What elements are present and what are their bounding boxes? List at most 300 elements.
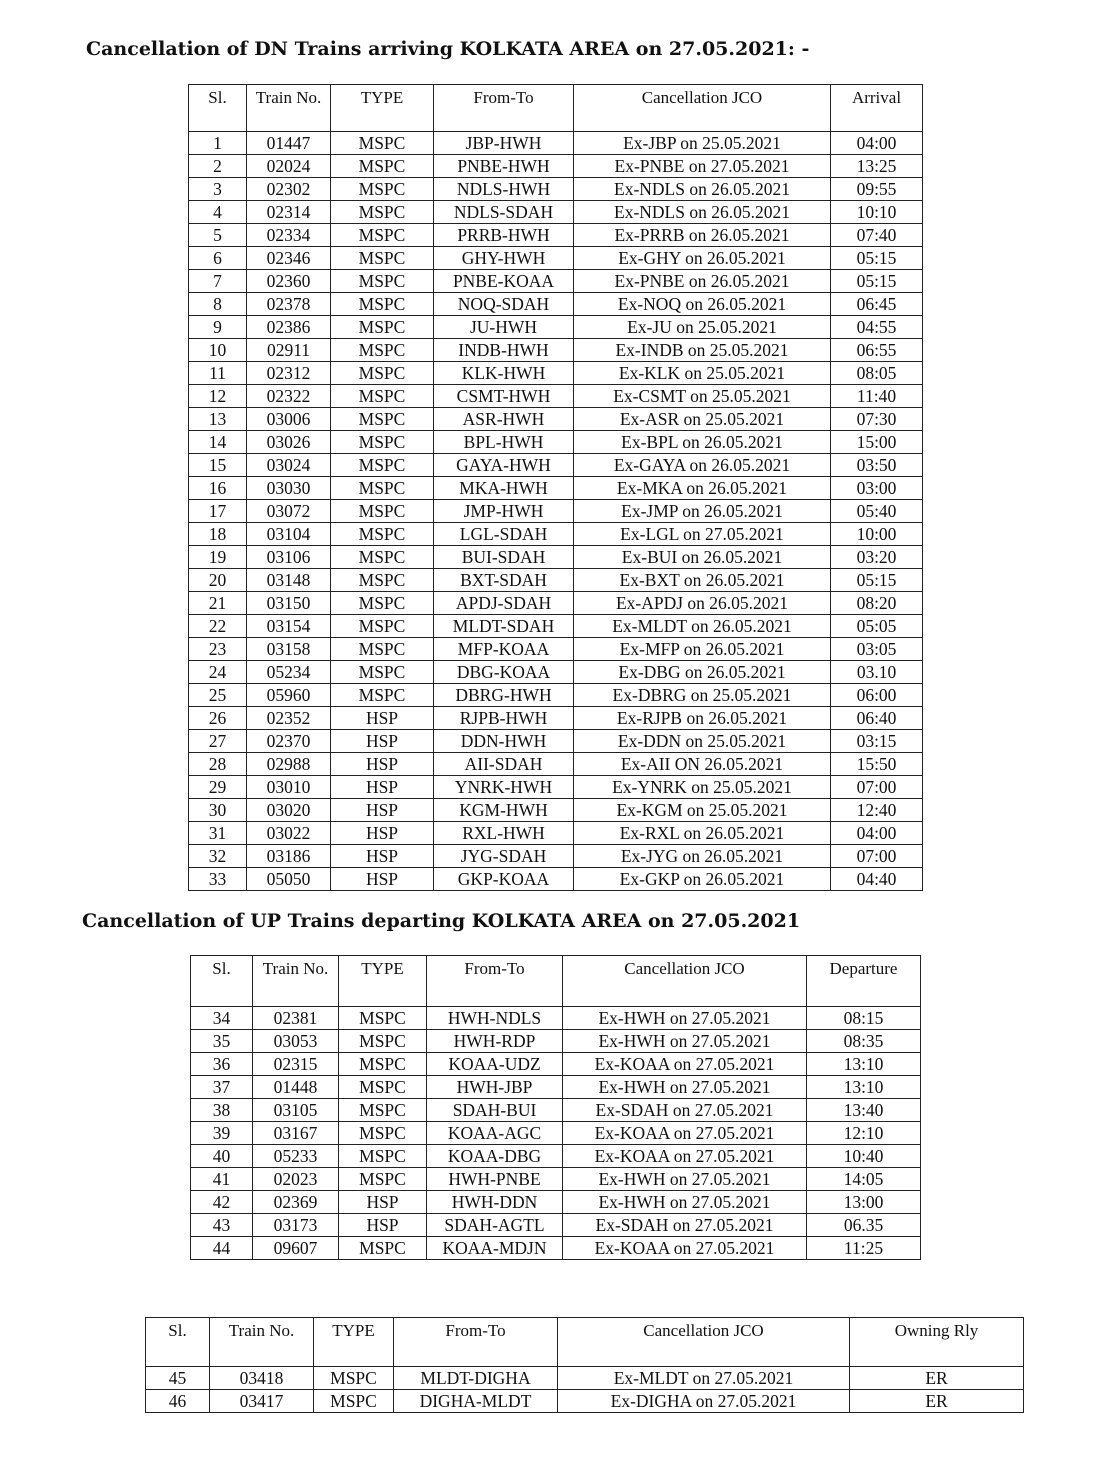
cell-sl: 32 [189, 845, 247, 868]
cell-time: 03.10 [831, 661, 923, 684]
table-row [189, 546, 923, 569]
cell-type: MSPC [339, 1168, 427, 1191]
cell-cancellation-jco: Ex-RXL on 26.05.2021 [574, 822, 831, 845]
cell-from-to: RJPB-HWH [434, 707, 574, 730]
header-sl: Sl. [191, 956, 253, 1007]
table-row [189, 684, 923, 707]
table-row [191, 1076, 921, 1099]
cell-type: MSPC [331, 615, 434, 638]
table-header-row [189, 85, 923, 132]
cell-cancellation-jco: Ex-JBP on 25.05.2021 [574, 132, 831, 155]
table-row [191, 1237, 921, 1260]
cell-type: MSPC [331, 132, 434, 155]
cell-sl: 16 [189, 477, 247, 500]
table-row [189, 707, 923, 730]
table-row [189, 362, 923, 385]
cell-sl: 10 [189, 339, 247, 362]
cell-type: MSPC [331, 684, 434, 707]
cell-time: 08:15 [807, 1007, 921, 1030]
cell-type: MSPC [331, 385, 434, 408]
cell-sl: 13 [189, 408, 247, 431]
cell-cancellation-jco: Ex-KOAA on 27.05.2021 [563, 1053, 807, 1076]
cell-time: 04:40 [831, 868, 923, 891]
cell-from-to: AII-SDAH [434, 753, 574, 776]
table-row [189, 753, 923, 776]
cell-type: HSP [331, 845, 434, 868]
table-row [146, 1390, 1024, 1413]
cell-time: ER [850, 1367, 1024, 1390]
cell-from-to: KOAA-DBG [427, 1145, 563, 1168]
cell-type: MSPC [331, 178, 434, 201]
cell-train-no: 03150 [247, 592, 331, 615]
table-row [191, 1030, 921, 1053]
table-row [189, 500, 923, 523]
cell-type: MSPC [331, 224, 434, 247]
cell-train-no: 02988 [247, 753, 331, 776]
cell-from-to: PNBE-KOAA [434, 270, 574, 293]
cell-time: 10:10 [831, 201, 923, 224]
cell-train-no: 03053 [253, 1030, 339, 1053]
cell-cancellation-jco: Ex-NDLS on 26.05.2021 [574, 178, 831, 201]
header-owning-rly: Owning Rly [850, 1318, 1024, 1367]
cell-from-to: ASR-HWH [434, 408, 574, 431]
table-row [189, 477, 923, 500]
table-row [189, 845, 923, 868]
cell-time: 13:25 [831, 155, 923, 178]
header-cancellation-jco: Cancellation JCO [558, 1318, 850, 1367]
cell-from-to: MKA-HWH [434, 477, 574, 500]
cell-from-to: KOAA-AGC [427, 1122, 563, 1145]
cell-sl: 35 [191, 1030, 253, 1053]
cell-sl: 1 [189, 132, 247, 155]
cell-cancellation-jco: Ex-BUI on 26.05.2021 [574, 546, 831, 569]
cell-train-no: 09607 [253, 1237, 339, 1260]
cell-sl: 2 [189, 155, 247, 178]
cell-train-no: 03024 [247, 454, 331, 477]
cell-sl: 28 [189, 753, 247, 776]
cell-type: MSPC [331, 500, 434, 523]
header-departure: Departure [807, 956, 921, 1007]
cell-type: HSP [331, 776, 434, 799]
cell-sl: 41 [191, 1168, 253, 1191]
cell-cancellation-jco: Ex-PRRB on 26.05.2021 [574, 224, 831, 247]
cell-train-no: 02386 [247, 316, 331, 339]
cell-cancellation-jco: Ex-GKP on 26.05.2021 [574, 868, 831, 891]
cell-from-to: NOQ-SDAH [434, 293, 574, 316]
cell-train-no: 03418 [210, 1367, 314, 1390]
cell-train-no: 03173 [253, 1214, 339, 1237]
cell-time: 11:40 [831, 385, 923, 408]
cell-sl: 31 [189, 822, 247, 845]
cell-sl: 38 [191, 1099, 253, 1122]
cell-cancellation-jco: Ex-MKA on 26.05.2021 [574, 477, 831, 500]
cell-train-no: 02352 [247, 707, 331, 730]
cell-from-to: HWH-JBP [427, 1076, 563, 1099]
header-cancellation-jco: Cancellation JCO [574, 85, 831, 132]
cell-cancellation-jco: Ex-RJPB on 26.05.2021 [574, 707, 831, 730]
cell-train-no: 03072 [247, 500, 331, 523]
cell-time: 06:55 [831, 339, 923, 362]
cell-time: 06:00 [831, 684, 923, 707]
table-row [189, 178, 923, 201]
cell-sl: 25 [189, 684, 247, 707]
cell-time: 06:45 [831, 293, 923, 316]
cell-type: MSPC [331, 638, 434, 661]
cell-train-no: 03106 [247, 546, 331, 569]
up-trains-body [191, 1007, 921, 1260]
table-row [189, 868, 923, 891]
cell-from-to: HWH-RDP [427, 1030, 563, 1053]
cell-train-no: 02370 [247, 730, 331, 753]
cell-time: 13:10 [807, 1076, 921, 1099]
cell-cancellation-jco: Ex-CSMT on 25.05.2021 [574, 385, 831, 408]
header-type: TYPE [331, 85, 434, 132]
cell-from-to: KLK-HWH [434, 362, 574, 385]
cell-cancellation-jco: Ex-YNRK on 25.05.2021 [574, 776, 831, 799]
cell-time: 07:30 [831, 408, 923, 431]
table-row [146, 1367, 1024, 1390]
cell-train-no: 02911 [247, 339, 331, 362]
dn-trains-table [188, 84, 923, 891]
cell-sl: 14 [189, 431, 247, 454]
cell-time: 07:00 [831, 845, 923, 868]
cell-from-to: APDJ-SDAH [434, 592, 574, 615]
dn-trains-body [189, 132, 923, 891]
table-header-row [191, 956, 921, 1007]
cell-type: MSPC [331, 431, 434, 454]
cell-train-no: 02334 [247, 224, 331, 247]
cell-cancellation-jco: Ex-BXT on 26.05.2021 [574, 569, 831, 592]
cell-train-no: 03022 [247, 822, 331, 845]
cell-sl: 43 [191, 1214, 253, 1237]
cell-cancellation-jco: Ex-GHY on 26.05.2021 [574, 247, 831, 270]
cell-train-no: 02378 [247, 293, 331, 316]
cell-time: 03:15 [831, 730, 923, 753]
table-row [189, 569, 923, 592]
cell-train-no: 03006 [247, 408, 331, 431]
cell-from-to: KGM-HWH [434, 799, 574, 822]
cell-train-no: 03105 [253, 1099, 339, 1122]
table-row [189, 408, 923, 431]
cell-cancellation-jco: Ex-MFP on 26.05.2021 [574, 638, 831, 661]
cell-sl: 22 [189, 615, 247, 638]
cell-from-to: BUI-SDAH [434, 546, 574, 569]
cell-time: 03:50 [831, 454, 923, 477]
header-from-to: From-To [394, 1318, 558, 1367]
cell-time: 08:05 [831, 362, 923, 385]
cell-cancellation-jco: Ex-DIGHA on 27.05.2021 [558, 1390, 850, 1413]
cell-train-no: 03026 [247, 431, 331, 454]
cell-type: MSPC [331, 661, 434, 684]
cell-cancellation-jco: Ex-NOQ on 26.05.2021 [574, 293, 831, 316]
cell-train-no: 02302 [247, 178, 331, 201]
cell-from-to: MLDT-SDAH [434, 615, 574, 638]
cell-time: 03:00 [831, 477, 923, 500]
cell-time: 15:50 [831, 753, 923, 776]
cell-from-to: NDLS-SDAH [434, 201, 574, 224]
cell-time: 10:00 [831, 523, 923, 546]
cell-type: MSPC [331, 569, 434, 592]
table-row [189, 132, 923, 155]
cell-cancellation-jco: Ex-ASR on 25.05.2021 [574, 408, 831, 431]
cell-sl: 21 [189, 592, 247, 615]
cell-time: 03:05 [831, 638, 923, 661]
table-row [189, 270, 923, 293]
cell-from-to: LGL-SDAH [434, 523, 574, 546]
cell-sl: 30 [189, 799, 247, 822]
cell-from-to: JU-HWH [434, 316, 574, 339]
cell-cancellation-jco: Ex-JU on 25.05.2021 [574, 316, 831, 339]
table-row [189, 454, 923, 477]
cell-train-no: 01447 [247, 132, 331, 155]
cell-type: MSPC [331, 270, 434, 293]
cell-type: HSP [339, 1191, 427, 1214]
cell-type: MSPC [331, 247, 434, 270]
table-row [189, 339, 923, 362]
cell-sl: 8 [189, 293, 247, 316]
cell-cancellation-jco: Ex-HWH on 27.05.2021 [563, 1007, 807, 1030]
cell-cancellation-jco: Ex-DDN on 25.05.2021 [574, 730, 831, 753]
dn-trains-heading: Cancellation of DN Trains arriving KOLKATA AREA on 27.05.2021: - [86, 38, 810, 60]
cell-from-to: YNRK-HWH [434, 776, 574, 799]
cell-sl: 46 [146, 1390, 210, 1413]
cell-time: 06.35 [807, 1214, 921, 1237]
cell-cancellation-jco: Ex-HWH on 27.05.2021 [563, 1030, 807, 1053]
cell-sl: 36 [191, 1053, 253, 1076]
cell-type: MSPC [314, 1367, 394, 1390]
cell-from-to: GKP-KOAA [434, 868, 574, 891]
table-row [189, 776, 923, 799]
digha-trains-table [145, 1317, 1024, 1413]
cell-type: MSPC [331, 592, 434, 615]
cell-cancellation-jco: Ex-KLK on 25.05.2021 [574, 362, 831, 385]
cell-train-no: 03154 [247, 615, 331, 638]
table-row [189, 247, 923, 270]
cell-time: 12:40 [831, 799, 923, 822]
table-row [189, 385, 923, 408]
cell-from-to: JMP-HWH [434, 500, 574, 523]
cell-cancellation-jco: Ex-AII ON 26.05.2021 [574, 753, 831, 776]
cell-sl: 15 [189, 454, 247, 477]
cell-cancellation-jco: Ex-LGL on 27.05.2021 [574, 523, 831, 546]
cell-type: MSPC [339, 1076, 427, 1099]
header-type: TYPE [314, 1318, 394, 1367]
cell-sl: 12 [189, 385, 247, 408]
cell-train-no: 05234 [247, 661, 331, 684]
cell-time: 10:40 [807, 1145, 921, 1168]
cell-train-no: 02381 [253, 1007, 339, 1030]
cell-sl: 34 [191, 1007, 253, 1030]
cell-from-to: JYG-SDAH [434, 845, 574, 868]
cell-from-to: NDLS-HWH [434, 178, 574, 201]
cell-time: 06:40 [831, 707, 923, 730]
cell-time: 04:00 [831, 132, 923, 155]
cell-train-no: 03104 [247, 523, 331, 546]
cell-train-no: 03010 [247, 776, 331, 799]
cell-time: 09:55 [831, 178, 923, 201]
cell-train-no: 05960 [247, 684, 331, 707]
cell-cancellation-jco: Ex-PNBE on 26.05.2021 [574, 270, 831, 293]
cell-sl: 18 [189, 523, 247, 546]
cell-from-to: CSMT-HWH [434, 385, 574, 408]
cell-train-no: 05233 [253, 1145, 339, 1168]
cell-sl: 6 [189, 247, 247, 270]
cell-time: 05:15 [831, 247, 923, 270]
cell-type: MSPC [331, 477, 434, 500]
cell-type: HSP [331, 868, 434, 891]
table-row [189, 615, 923, 638]
cell-cancellation-jco: Ex-JMP on 26.05.2021 [574, 500, 831, 523]
table-row [189, 638, 923, 661]
cell-time: 13:40 [807, 1099, 921, 1122]
cell-time: 12:10 [807, 1122, 921, 1145]
cell-train-no: 03167 [253, 1122, 339, 1145]
cell-cancellation-jco: Ex-DBRG on 25.05.2021 [574, 684, 831, 707]
cell-type: MSPC [339, 1099, 427, 1122]
cell-cancellation-jco: Ex-HWH on 27.05.2021 [563, 1191, 807, 1214]
cell-type: MSPC [331, 293, 434, 316]
cell-sl: 20 [189, 569, 247, 592]
cell-sl: 19 [189, 546, 247, 569]
table-row [191, 1145, 921, 1168]
table-row [191, 1214, 921, 1237]
cell-type: MSPC [339, 1237, 427, 1260]
cell-from-to: KOAA-MDJN [427, 1237, 563, 1260]
cell-type: MSPC [331, 339, 434, 362]
cell-from-to: GAYA-HWH [434, 454, 574, 477]
cell-train-no: 02024 [247, 155, 331, 178]
up-trains-heading: Cancellation of UP Trains departing KOLKATA AREA on 27.05.2021 [82, 910, 801, 932]
cell-train-no: 03148 [247, 569, 331, 592]
cell-type: MSPC [339, 1007, 427, 1030]
cell-from-to: HWH-PNBE [427, 1168, 563, 1191]
up-trains-table [190, 955, 921, 1260]
table-row [189, 431, 923, 454]
cell-type: MSPC [331, 454, 434, 477]
table-row [189, 224, 923, 247]
cell-sl: 23 [189, 638, 247, 661]
cell-time: 08:20 [831, 592, 923, 615]
cell-sl: 7 [189, 270, 247, 293]
cell-type: MSPC [331, 546, 434, 569]
cell-cancellation-jco: Ex-BPL on 26.05.2021 [574, 431, 831, 454]
cell-train-no: 02346 [247, 247, 331, 270]
cell-time: 15:00 [831, 431, 923, 454]
cell-train-no: 02312 [247, 362, 331, 385]
cell-type: MSPC [331, 201, 434, 224]
header-sl: Sl. [146, 1318, 210, 1367]
table-header-row [146, 1318, 1024, 1367]
cell-time: 05:15 [831, 569, 923, 592]
header-arrival: Arrival [831, 85, 923, 132]
cell-train-no: 03417 [210, 1390, 314, 1413]
table-row [191, 1168, 921, 1191]
table-row [189, 201, 923, 224]
cell-type: MSPC [339, 1122, 427, 1145]
header-train-no: Train No. [210, 1318, 314, 1367]
cell-train-no: 01448 [253, 1076, 339, 1099]
cell-time: 07:40 [831, 224, 923, 247]
cell-sl: 33 [189, 868, 247, 891]
cell-cancellation-jco: Ex-KOAA on 27.05.2021 [563, 1122, 807, 1145]
cell-type: MSPC [331, 523, 434, 546]
cell-from-to: INDB-HWH [434, 339, 574, 362]
cell-type: MSPC [331, 408, 434, 431]
cell-train-no: 02322 [247, 385, 331, 408]
header-from-to: From-To [434, 85, 574, 132]
cell-time: 14:05 [807, 1168, 921, 1191]
cell-from-to: SDAH-AGTL [427, 1214, 563, 1237]
cell-type: HSP [331, 753, 434, 776]
cell-time: 04:00 [831, 822, 923, 845]
cell-from-to: KOAA-UDZ [427, 1053, 563, 1076]
cell-from-to: BXT-SDAH [434, 569, 574, 592]
cell-cancellation-jco: Ex-JYG on 26.05.2021 [574, 845, 831, 868]
cell-sl: 17 [189, 500, 247, 523]
table-row [189, 661, 923, 684]
cell-from-to: JBP-HWH [434, 132, 574, 155]
cell-train-no: 03020 [247, 799, 331, 822]
cell-from-to: DIGHA-MLDT [394, 1390, 558, 1413]
table-row [189, 523, 923, 546]
cell-type: MSPC [339, 1053, 427, 1076]
cell-sl: 39 [191, 1122, 253, 1145]
table-row [191, 1053, 921, 1076]
cell-from-to: PNBE-HWH [434, 155, 574, 178]
cell-time: 05:15 [831, 270, 923, 293]
cell-time: 07:00 [831, 776, 923, 799]
cell-type: MSPC [331, 155, 434, 178]
cell-time: ER [850, 1390, 1024, 1413]
cell-time: 11:25 [807, 1237, 921, 1260]
table-row [189, 316, 923, 339]
cell-sl: 5 [189, 224, 247, 247]
cell-cancellation-jco: Ex-DBG on 26.05.2021 [574, 661, 831, 684]
cell-time: 05:40 [831, 500, 923, 523]
cell-time: 08:35 [807, 1030, 921, 1053]
cell-time: 13:00 [807, 1191, 921, 1214]
header-train-no: Train No. [253, 956, 339, 1007]
cell-cancellation-jco: Ex-SDAH on 27.05.2021 [563, 1214, 807, 1237]
cell-from-to: PRRB-HWH [434, 224, 574, 247]
cell-type: MSPC [314, 1390, 394, 1413]
cell-type: MSPC [339, 1145, 427, 1168]
header-from-to: From-To [427, 956, 563, 1007]
cell-sl: 3 [189, 178, 247, 201]
cell-sl: 37 [191, 1076, 253, 1099]
cell-sl: 40 [191, 1145, 253, 1168]
cell-cancellation-jco: Ex-APDJ on 26.05.2021 [574, 592, 831, 615]
cell-train-no: 05050 [247, 868, 331, 891]
cell-cancellation-jco: Ex-KGM on 25.05.2021 [574, 799, 831, 822]
cell-type: MSPC [331, 316, 434, 339]
cell-type: HSP [331, 707, 434, 730]
table-row [191, 1191, 921, 1214]
table-row [189, 730, 923, 753]
cell-sl: 27 [189, 730, 247, 753]
cell-cancellation-jco: Ex-KOAA on 27.05.2021 [563, 1237, 807, 1260]
cell-type: HSP [339, 1214, 427, 1237]
cell-cancellation-jco: Ex-PNBE on 27.05.2021 [574, 155, 831, 178]
cell-from-to: SDAH-BUI [427, 1099, 563, 1122]
cell-from-to: GHY-HWH [434, 247, 574, 270]
cell-from-to: DBRG-HWH [434, 684, 574, 707]
cell-train-no: 02314 [247, 201, 331, 224]
cell-cancellation-jco: Ex-GAYA on 26.05.2021 [574, 454, 831, 477]
cell-from-to: BPL-HWH [434, 431, 574, 454]
table-row [189, 155, 923, 178]
digha-trains-body [146, 1367, 1024, 1413]
